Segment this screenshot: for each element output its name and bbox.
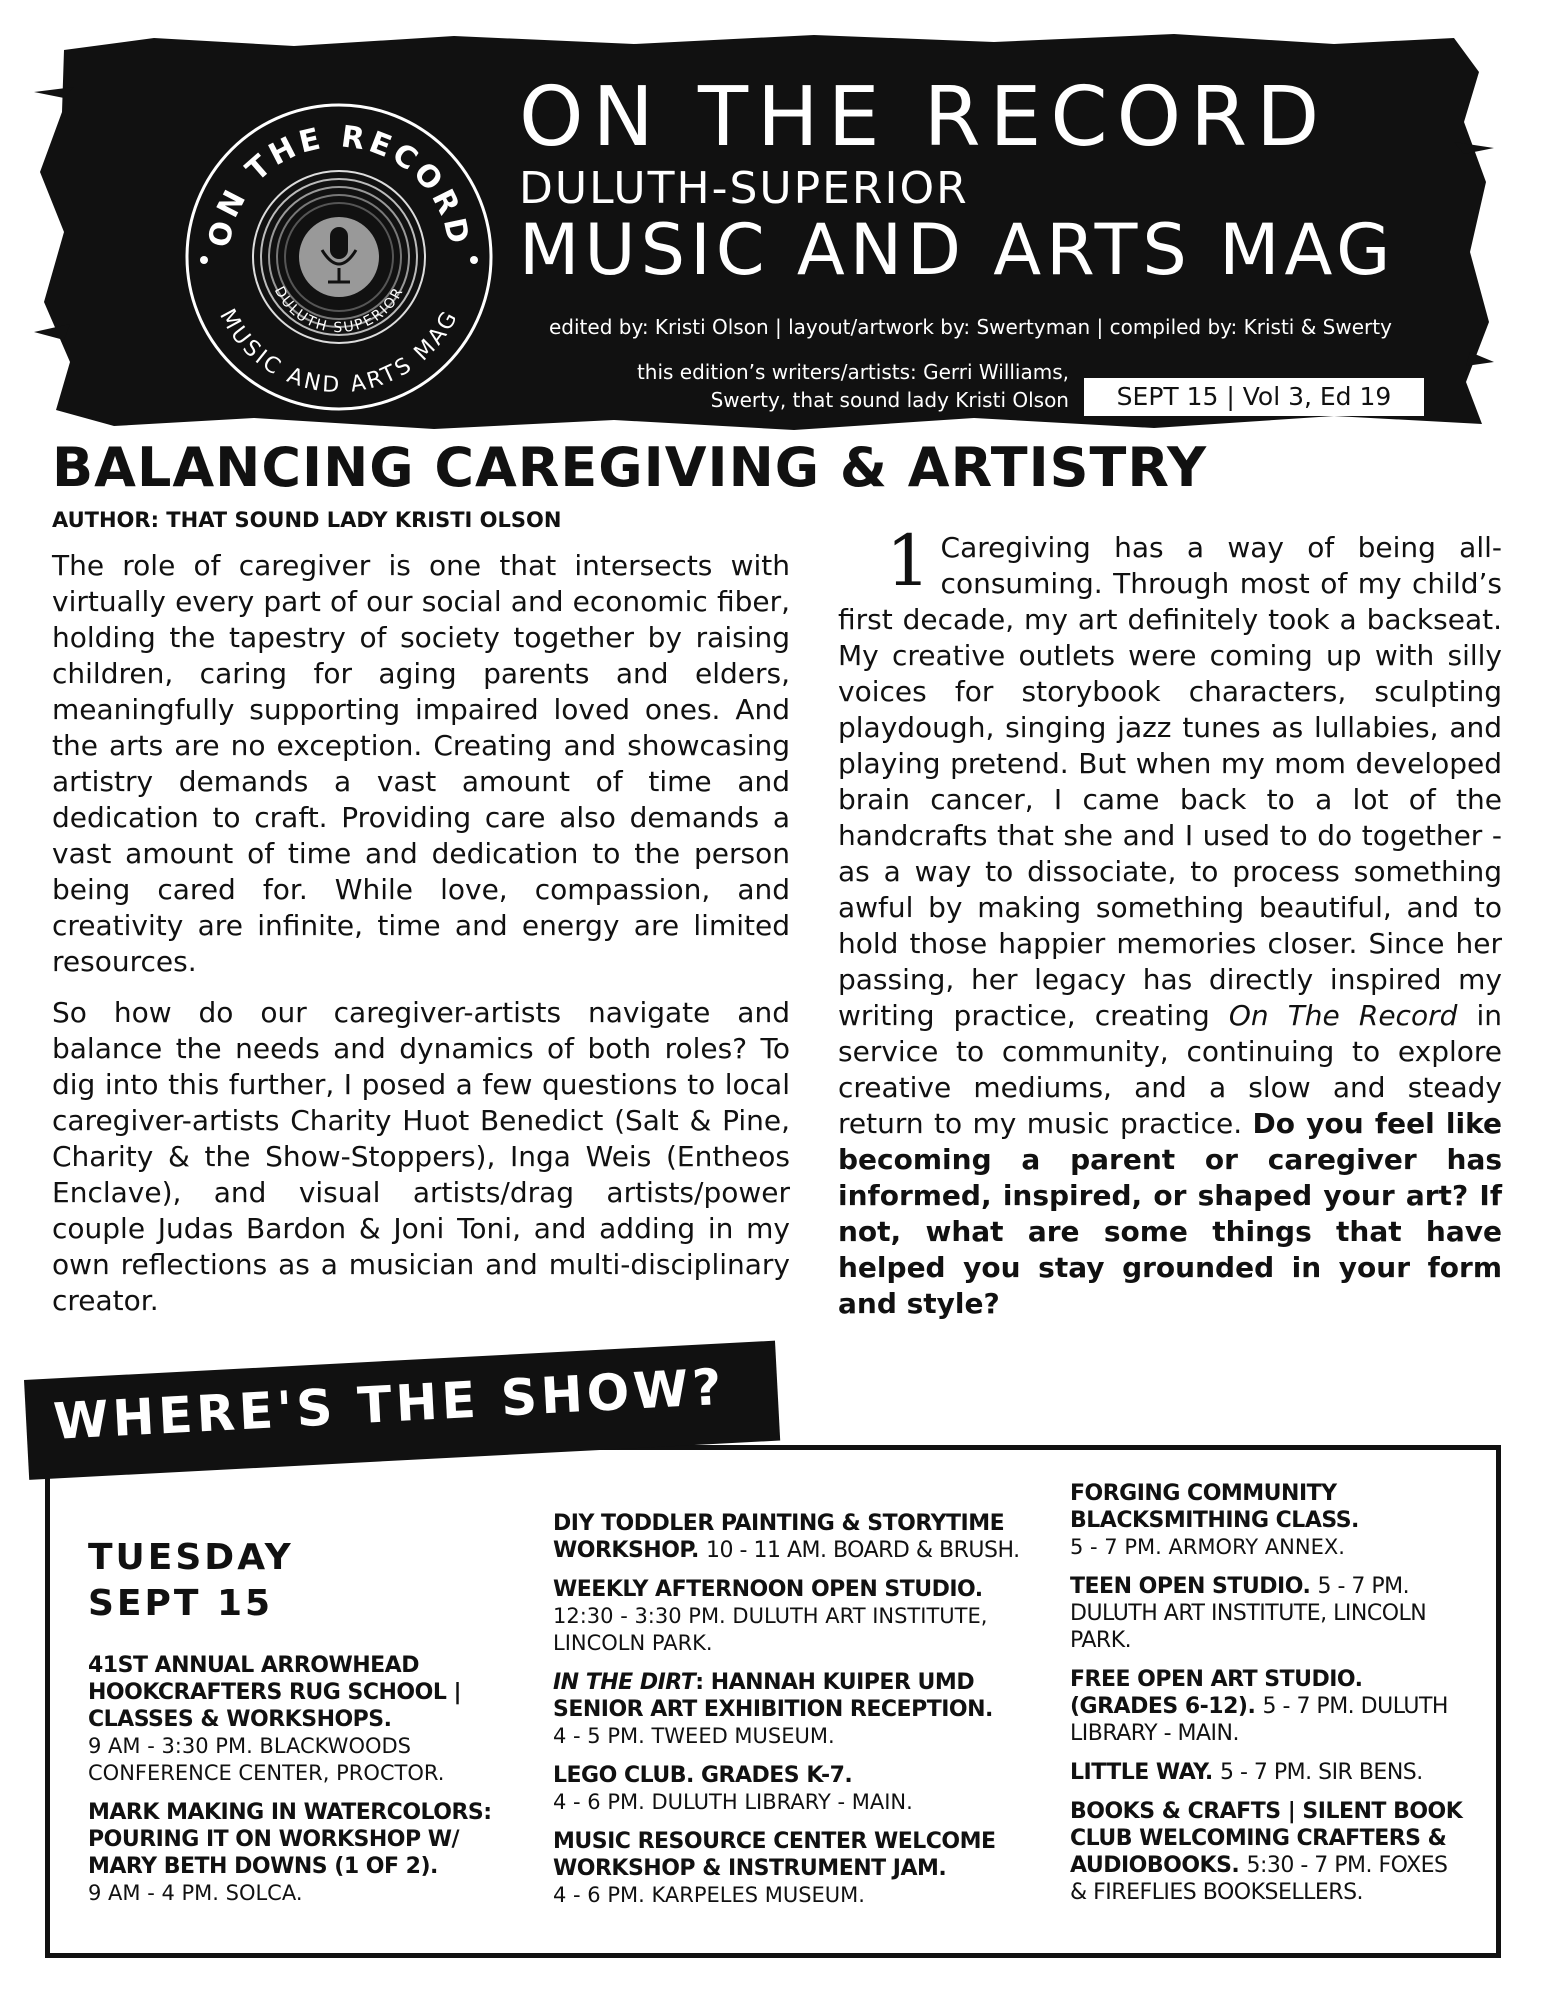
- event-name: WEEKLY AFTERNOON OPEN STUDIO.: [553, 1577, 983, 1602]
- title-line-3: MUSIC AND ARTS MAG: [519, 209, 1396, 291]
- event-item: [1070, 1573, 1470, 1654]
- listing-column-3: [1070, 1480, 1470, 1918]
- event-name: IN THE DIRT: HANNAH KUIPER UMD SENIOR ART EXHIBITION RECEPTION.: [553, 1670, 993, 1722]
- paragraph-3-text-a: Caregiving has a way of being all-consuming. Through most of my child’s first decade, my art definitely took a backseat. My creative outlets were coming up with silly voices for storybook characters, sculpting playdough, singing jazz tunes as lullabies, and playing pretend. But when my mom developed brain cancer, I came back to a lot of the handcrafts that she and I used to do together - as a way to dissociate, to process something awful by making something beautiful, and to hold those happier memories closer. Since her passing, her legacy has directly inspired my writing practice, creating: [838, 531, 1502, 1032]
- writers-credit: [549, 358, 1069, 414]
- masthead: [34, 32, 1494, 432]
- event-details: 4 - 5 PM. TWEED MUSEUM.: [553, 1724, 835, 1748]
- event-name: FORGING COMMUNITY BLACKSMITHING CLASS.: [1070, 1481, 1359, 1533]
- record-logo: [174, 92, 504, 422]
- masthead-title: [519, 70, 1479, 291]
- article-headline: BALANCING CAREGIVING & ARTISTRY: [52, 436, 1208, 499]
- event-details: 9 AM - 4 PM. SOLCA.: [88, 1881, 303, 1905]
- event-name: TEEN OPEN STUDIO. 5 - 7 PM. DULUTH ART INSTITUTE, LINCOLN PARK.: [1070, 1574, 1427, 1653]
- event-name: LITTLE WAY. 5 - 7 PM. SIR BENS.: [1070, 1760, 1423, 1785]
- event-details: 4 - 6 PM. DULUTH LIBRARY - MAIN.: [553, 1790, 913, 1814]
- listing-column-1: [88, 1652, 508, 1919]
- article-byline: AUTHOR: THAT SOUND LADY KRISTI OLSON: [52, 508, 562, 532]
- article-paragraph-3: [838, 520, 1502, 1322]
- event-item: [553, 1828, 1053, 1909]
- event-name: BOOKS & CRAFTS | SILENT BOOK CLUB WELCOMING CRAFTERS & AUDIOBOOKS. 5:30 - 7 PM. FOXES & FIREFLIES BOOKSELLERS.: [1070, 1799, 1463, 1905]
- event-item: [88, 1799, 508, 1907]
- event-name: 41ST ANNUAL ARROWHEAD HOOKCRAFTERS RUG SCHOOL | CLASSES & WORKSHOPS.: [88, 1653, 462, 1732]
- event-details: 5 - 7 PM. ARMORY ANNEX.: [1070, 1535, 1345, 1559]
- event-details: 4 - 6 PM. KARPELES MUSEUM.: [553, 1883, 865, 1907]
- event-item: [88, 1652, 508, 1787]
- writers-line-2: Swerty, that sound lady Kristi Olson: [710, 388, 1069, 412]
- event-name: MUSIC RESOURCE CENTER WELCOME WORKSHOP & INSTRUMENT JAM.: [553, 1829, 996, 1881]
- article-paragraph-1: The role of caregiver is one that intersects with virtually every part of our social and economic fiber, holding the tapestry of society together by raising children, caring for aging parents and elders, meaningfully supporting impaired loved ones. And the arts are no exception. Creating and showcasing artistry demands a vast amount of time and dedication to craft. Providing care also demands a vast amount of time and dedication to the person being cared for. While love, compassion, and creativity are infinite, time and energy are limited resources.: [52, 549, 790, 978]
- listing-date: TUESDAY SEPT 15: [88, 1537, 294, 1624]
- event-item: [553, 1576, 1053, 1657]
- event-item: [1070, 1666, 1470, 1747]
- event-item: [1070, 1759, 1470, 1786]
- publication-title: On The Record: [1228, 999, 1458, 1032]
- credits-line: edited by: Kristi Olson | layout/artwork by: Swertyman | compiled by: Kristi & Swerty: [549, 315, 1392, 339]
- event-item: [553, 1762, 1053, 1816]
- event-item: [1070, 1798, 1470, 1906]
- event-item: [1070, 1480, 1470, 1561]
- event-details: 12:30 - 3:30 PM. DULUTH ART INSTITUTE, LINCOLN PARK.: [553, 1604, 988, 1655]
- logo-ring-bottom: MUSIC AND ARTS MAG: [214, 305, 464, 399]
- article-right-column: [838, 520, 1502, 1322]
- event-name: MARK MAKING IN WATERCOLORS: POURING IT ON WORKSHOP W/ MARY BETH DOWNS (1 OF 2).: [88, 1800, 492, 1879]
- event-item: [553, 1669, 1053, 1750]
- writers-line-1: this edition’s writers/artists: Gerri Williams,: [636, 360, 1069, 384]
- article-left-column: [52, 548, 790, 1334]
- event-name: DIY TODDLER PAINTING & STORYTIME WORKSHOP. 10 - 11 AM. BOARD & BRUSH.: [553, 1511, 1020, 1563]
- logo-ring-top: ON THE RECORD: [201, 119, 477, 251]
- interview-question: Do you feel like becoming a parent or caregiver has informed, inspired, or shaped your art? If not, what are some things that have helped you stay grounded in your form and style?: [838, 1107, 1502, 1320]
- event-item: [553, 1510, 1053, 1564]
- paragraph-3-text-b: in service to community, continuing to explore creative mediums, and a slow and steady return to my music practice.: [838, 999, 1502, 1140]
- event-details: 9 AM - 3:30 PM. BLACKWOODS CONFERENCE CENTER, PROCTOR.: [88, 1734, 445, 1785]
- drop-cap: 1: [886, 520, 931, 602]
- article-paragraph-2: So how do our caregiver-artists navigate and balance the needs and dynamics of both roles? To dig into this further, I posed a few questions to local caregiver-artists Charity Huot Benedict (Salt & Pine, Charity & the Show-Stoppers), Inga Weis (Entheos Enclave), and visual artists/drag artists/power couple Judas Bardon & Joni Toni, and adding in my own reflections as a musician and multi-disciplinary creator.: [52, 996, 790, 1317]
- title-line-1: ON THE RECORD: [519, 70, 1329, 165]
- listing-column-2: [553, 1510, 1053, 1921]
- logo-ring-middle: DULUTH SUPERIOR: [270, 283, 408, 337]
- title-line-2: DULUTH-SUPERIOR: [519, 163, 969, 214]
- event-name: FREE OPEN ART STUDIO. (GRADES 6-12). 5 - 7 PM. DULUTH LIBRARY - MAIN.: [1070, 1667, 1448, 1746]
- event-name: LEGO CLUB. GRADES K-7.: [553, 1763, 853, 1788]
- edition-badge: SEPT 15 | Vol 3, Ed 19: [1084, 378, 1424, 416]
- section-banner-title: WHERE'S THE SHOW?: [52, 1357, 727, 1451]
